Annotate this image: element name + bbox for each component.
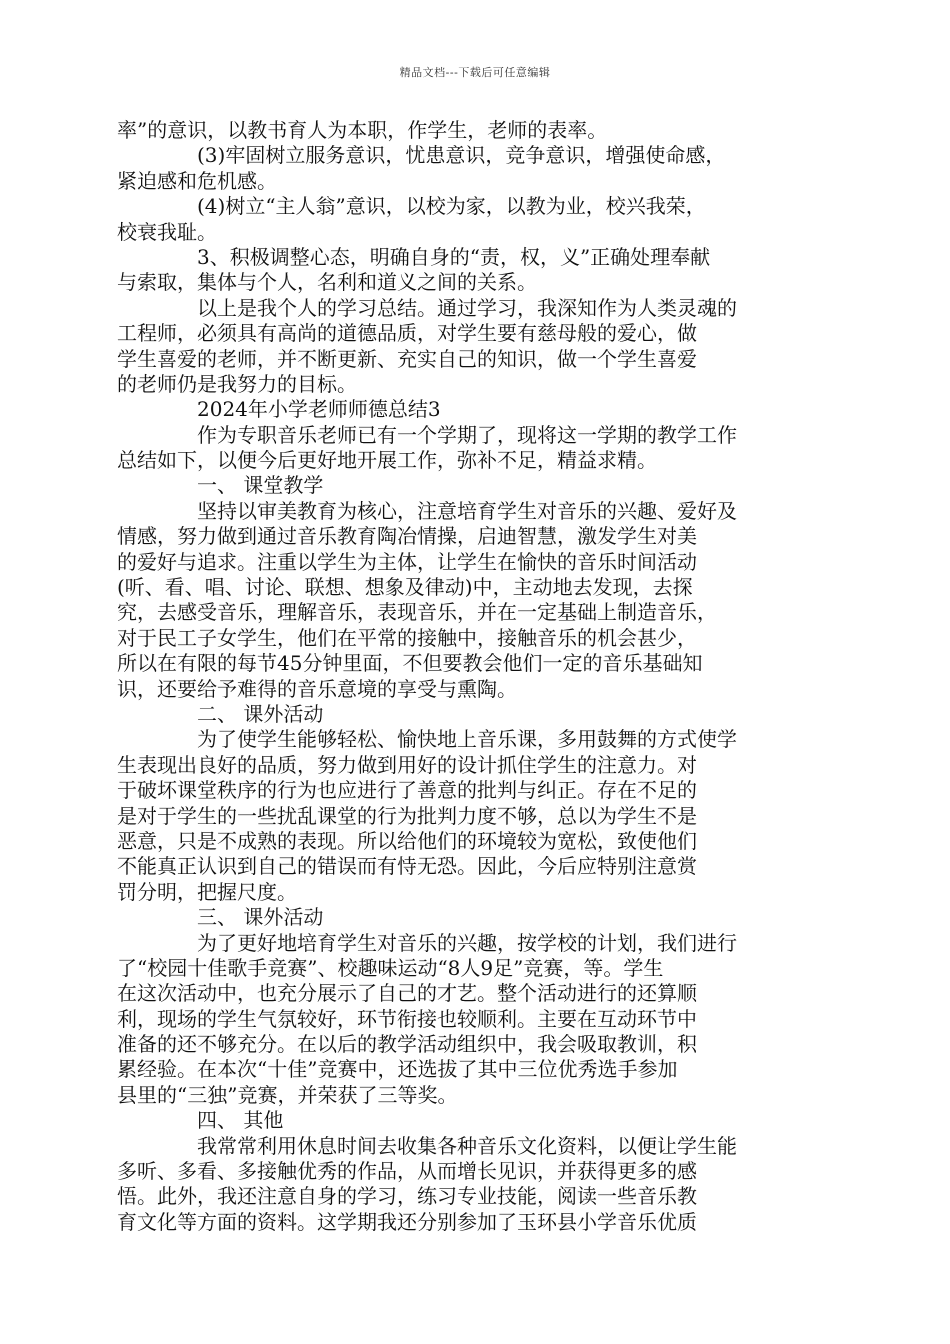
text-line: 校衰我耻。 (117, 219, 217, 244)
text-line: 多听、多看、多接触优秀的作品，从而增长见识，并获得更多的感 (117, 1159, 697, 1184)
text-line: 究，去感受音乐，理解音乐，表现音乐，并在一定基础上制造音乐， (117, 600, 717, 625)
text-line: 以上是我个人的学习总结。通过学习，我深知作为人类灵魂的 (197, 295, 737, 320)
text-line: 的老师仍是我努力的目标。 (117, 371, 357, 396)
document-body (117, 118, 827, 1235)
text-line: (听、看、唱、讨论、联想、想象及律动)中，主动地去发现，去探 (117, 575, 693, 600)
text-line: 悟。此外，我还注意自身的学习，练习专业技能，阅读一些音乐教 (117, 1184, 697, 1209)
text-line: 育文化等方面的资料。这学期我还分别参加了玉环县小学音乐优质 (117, 1209, 697, 1234)
text-line: 累经验。在本次“十佳”竞赛中，还选拔了其中三位优秀选手参加 (117, 1057, 678, 1082)
text-line: 2024年小学老师师德总结3 (197, 397, 441, 422)
text-line: (4)树立“主人翁”意识，以校为家，以教为业，校兴我荣， (197, 194, 706, 219)
text-line: 与索取，集体与个人，名利和道义之间的关系。 (117, 270, 537, 295)
text-line: 一、 课堂教学 (197, 473, 324, 498)
text-line: 3、积极调整心态，明确自身的“责，权，义”正确处理奉献 (197, 244, 711, 269)
text-line: 为了使学生能够轻松、愉快地上音乐课，多用鼓舞的方式使学 (197, 727, 737, 752)
text-line: 坚持以审美教育为核心，注意培育学生对音乐的兴趣、爱好及 (197, 498, 737, 523)
text-line: 的爱好与追求。注重以学生为主体，让学生在愉快的音乐时间活动 (117, 549, 697, 574)
text-line: 县里的“三独”竞赛，并荣获了三等奖。 (117, 1082, 458, 1107)
text-line: 所以在有限的每节45分钟里面，不但要教会他们一定的音乐基础知 (117, 651, 703, 676)
text-line: 率”的意识，以教书育人为本职，作学生，老师的表率。 (117, 118, 608, 142)
text-line: 是对于学生的一些扰乱课堂的行为批判力度不够，总以为学生不是 (117, 803, 697, 828)
text-line: 三、 课外活动 (197, 905, 324, 930)
text-line: 不能真正认识到自己的错误而有恃无恐。因此，今后应特别注意赏 (117, 854, 697, 879)
page-header: 精品文档---下载后可任意编辑 (399, 66, 551, 79)
text-line: 情感，努力做到通过音乐教育陶冶情操，启迪智慧，激发学生对美 (117, 524, 697, 549)
text-line: 作为专职音乐老师已有一个学期了，现将这一学期的教学工作 (197, 422, 737, 447)
text-line: 总结如下，以便今后更好地开展工作，弥补不足，精益求精。 (117, 448, 657, 473)
text-line: 恶意，只是不成熟的表现。所以给他们的环境较为宽松，致使他们 (117, 828, 697, 853)
text-line: (3)牢固树立服务意识，忧患意识，竞争意识，增强使命感， (197, 143, 726, 168)
text-line: 准备的还不够充分。在以后的教学活动组织中，我会吸取教训，积 (117, 1032, 697, 1057)
text-line: 利，现场的学生气氛较好，环节衔接也较顺利。主要在互动环节中 (117, 1006, 697, 1031)
text-line: 学生喜爱的老师，并不断更新、充实自己的知识，做一个学生喜爱 (117, 346, 697, 371)
text-line: 我常常利用休息时间去收集各种音乐文化资料，以便让学生能 (197, 1133, 737, 1158)
text-line: 二、 课外活动 (197, 701, 324, 726)
text-line: 工程师，必须具有高尚的道德品质，对学生要有慈母般的爱心，做 (117, 321, 697, 346)
text-line: 识，还要给予难得的音乐意境的享受与熏陶。 (117, 676, 517, 701)
text-line: 紧迫感和危机感。 (117, 168, 277, 193)
text-line: 四、 其他 (197, 1108, 284, 1133)
text-line: 为了更好地培育学生对音乐的兴趣，按学校的计划，我们进行 (197, 930, 737, 955)
text-line: 生表现出良好的品质，努力做到用好的设计抓住学生的注意力。对 (117, 752, 697, 777)
text-line: 了“校园十佳歌手竞赛”、校趣味运动“8人9足”竞赛，等。学生 (117, 955, 664, 980)
text-line: 在这次活动中，也充分展示了自己的才艺。整个活动进行的还算顺 (117, 981, 697, 1006)
text-line: 罚分明，把握尺度。 (117, 879, 297, 904)
text-line: 于破坏课堂秩序的行为也应进行了善意的批判与纠正。存在不足的 (117, 778, 697, 803)
text-line: 对于民工子女学生，他们在平常的接触中，接触音乐的机会甚少， (117, 625, 697, 650)
